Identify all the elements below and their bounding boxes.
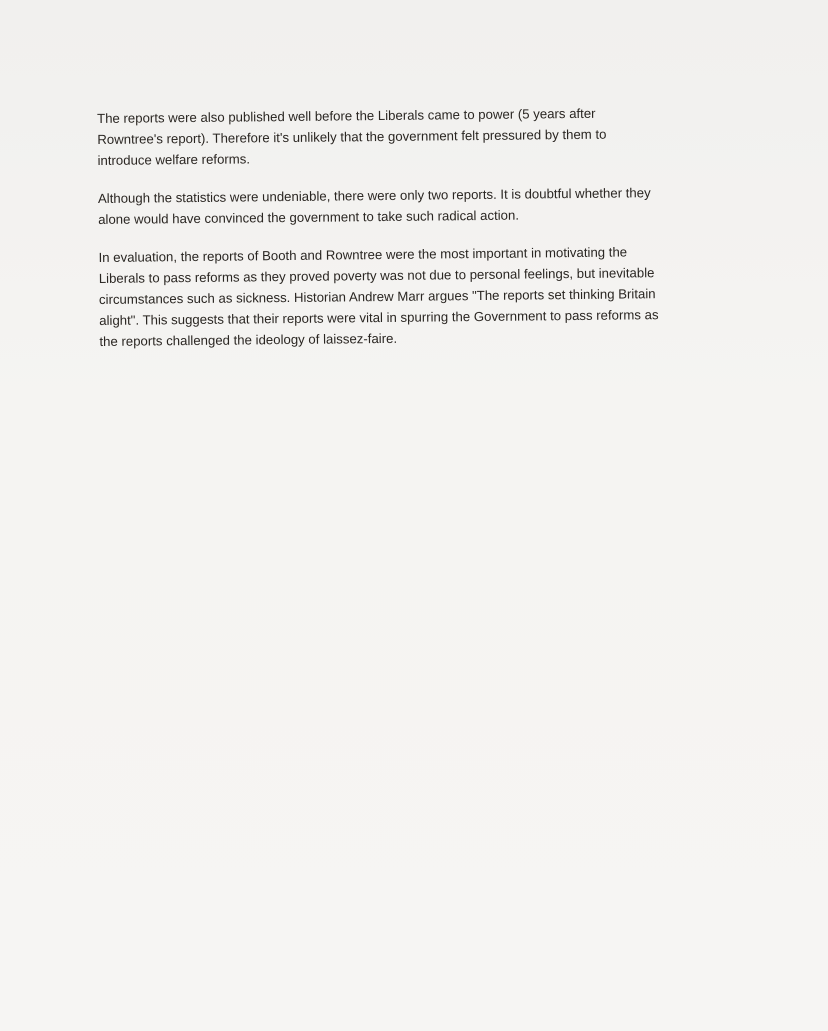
paragraph-evaluation (98, 240, 749, 352)
paragraph-only-two-reports (98, 181, 748, 230)
document-page (97, 101, 750, 369)
text-line: alight". This suggests that their reports were vital in spurring the Government to pass reforms as (99, 307, 659, 328)
text-line: In evaluation, the reports of Booth and Rowntree were the most important in motivating the (98, 244, 628, 265)
text-line: Rowntree's report). Therefore it's unlikely that the government felt pressured by them to (97, 126, 607, 147)
paragraph-reports-timing (97, 101, 748, 171)
text-line: Liberals to pass reforms as they proved poverty was not due to personal feelings, but inevitable (98, 265, 655, 286)
text-line: circumstances such as sickness. Historian Andrew Marr argues "The reports set thinking Britain (98, 286, 656, 307)
text-line: the reports challenged the ideology of laissez-faire. (99, 330, 398, 349)
text-line: Although the statistics were undeniable, there were only two reports. It is doubtful whether they (97, 185, 651, 206)
text-line: introduce welfare reforms. (97, 151, 251, 168)
text-line: The reports were also published well before the Liberals came to power (5 years after (97, 105, 596, 126)
text-line: alone would have convinced the government to take such radical action. (98, 207, 520, 227)
